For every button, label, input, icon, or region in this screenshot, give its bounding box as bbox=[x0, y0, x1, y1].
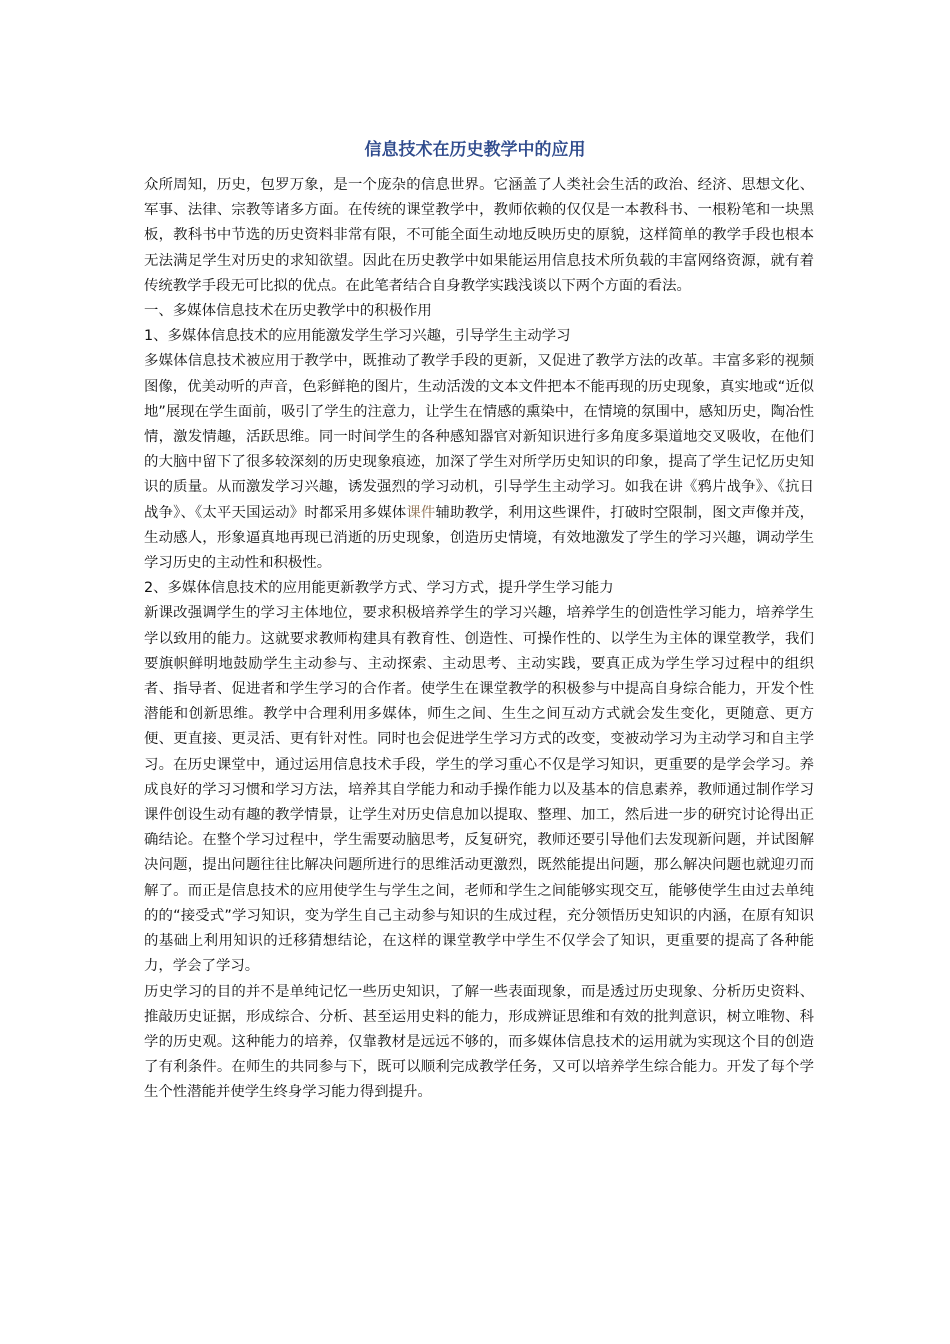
body-paragraph-3: 历史学习的目的并不是单纯记忆一些历史知识，了解一些表面现象，而是透过历史现象、分析历史资料、推敲历史证据，形成综合、分析、甚至运用史料的能力，形成辨证思维和有效的批判意识，树立唯物、科学的历史观。这种能力的培养，仅靠教材是远远不够的，而多媒体信息技术的运用就为实现这个目的创造了有利条件。在师生的共同参与下，既可以顺利完成教学任务，又可以培养学生综合能力。开发了每个学生个性潜能并使学生终身学习能力得到提升。 bbox=[144, 983, 814, 1101]
body-paragraph-2: 新课改强调学生的学习主体地位，要求积极培养学生的学习兴趣，培养学生的创造性学习能力，培养学生学以致用的能力。这就要求教师构建具有教育性、创造性、可操作性的、以学生为主体的课堂教学，我们要旗帜鲜明地鼓励学生主动参与、主动探索、主动思考、主动实践，要真正成为学生学习过程中的组织者、指导者、促进者和学生学习的合作者。使学生在课堂教学的积极参与中提高自身综合能力，开发个性潜能和创新思维。教学中合理利用多媒体，师生之间、生生之间互动方式就会发生变化，更随意、更方便、更直接、更灵活、更有针对性。同时也会促进学生学习方式的改变，变被动学习为主动学习和自主学习。在历史课堂中，通过运用信息技术手段，学生的学习重心不仅是学习知识，更重要的是学会学习。养成良好的学习习惯和学习方法，培养其自学能力和动手操作能力以及基本的信息素养，教师通过制作学习课件创设生动有趣的教学情景，让学生对历史信息加以提取、整理、加工，然后进一步的研究讨论得出正确结论。在整个学习过程中，学生需要动脑思考，反复研究，教师还要引导他们去发现新问题，并试图解决问题，提出问题往往比解决问题所进行的思维活动更激烈，既然能提出问题，那么解决问题也就迎刃而解了。而正是信息技术的应用使学生与学生之间，老师和学生之间能够实现交互，能够使学生由过去单纯的的“接受式”学习知识，变为学生自己主动参与知识的生成过程，充分领悟历史知识的内涵，在原有知识的基础上利用知识的迁移猜想结论，在这样的课堂教学中学生不仅学会了知识，更重要的提高了各种能力，学会了学习。 bbox=[144, 605, 814, 975]
body-paragraph-1-text-b: 辅助教学，利用这些课件，打破时空限制，图文声像并茂，生动感人，形象逼真地再现已消逝的历史现象，创造历史情境，有效地激发了学生的学习兴趣，调动学生学习历史的主动性和积极性。 bbox=[144, 504, 814, 572]
subsection-heading-1: 1、多媒体信息技术的应用能激发学生学习兴趣，引导学生主动学习 bbox=[144, 328, 571, 345]
body-paragraph-1 bbox=[144, 349, 814, 576]
section-heading-1: 一、多媒体信息技术在历史教学中的积极作用 bbox=[144, 303, 432, 320]
body-paragraph-1-text-a: 多媒体信息技术被应用于教学中，既推动了教学手段的更新，又促进了教学方法的改革。丰富多彩的视频图像，优美动听的声音，色彩鲜艳的图片，生动活泼的文本文件把本不能再现的历史现象，真实地或“近似地”展现在学生面前，吸引了学生的注意力，让学生在情感的熏染中，在情境的氛围中，感知历史，陶冶性情，激发情趣，活跃思维。同一时间学生的各种感知器官对新知识进行多角度多渠道地交叉吸收，在他们的大脑中留下了很多较深刻的历史现象痕迹，加深了学生对所学历史知识的印象，提高了学生记忆历史知识的质量。从而激发学习兴趣，诱发强烈的学习动机，引导学生主动学习。如我在讲《鸦片战争》、《抗日战争》、《太平天国运动》时都采用多媒体 bbox=[144, 353, 814, 521]
courseware-term: 课件 bbox=[406, 504, 436, 521]
intro-paragraph: 众所周知，历史，包罗万象，是一个庞杂的信息世界。它涵盖了人类社会生活的政治、经济、思想文化、军事、法律、宗教等诸多方面。在传统的课堂教学中，教师依赖的仅仅是一本教科书、一根粉笔和一块黑板，教科书中节选的历史资料非常有限，不可能全面生动地反映历史的原貌，这样简单的教学手段也根本无法满足学生对历史的求知欲望。因此在历史教学中如果能运用信息技术所负载的丰富网络资源，就有着传统教学手段无可比拟的优点。在此笔者结合自身教学实践浅谈以下两个方面的看法。 bbox=[144, 177, 814, 294]
document-body bbox=[144, 173, 814, 1106]
document-title: 信息技术在历史教学中的应用 bbox=[364, 140, 586, 160]
subsection-heading-2: 2、多媒体信息技术的应用能更新教学方式、学习方式，提升学生学习能力 bbox=[144, 580, 614, 597]
